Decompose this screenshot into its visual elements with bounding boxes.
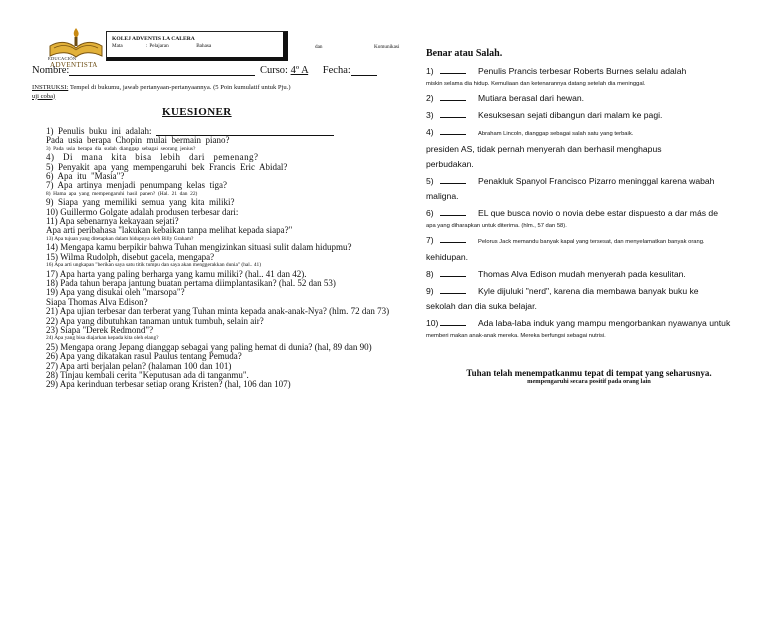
instructions [32,84,352,101]
subject-komunikasi: Komunikasi [374,44,400,50]
item-text: Mutiara berasal dari hewan. [478,93,585,103]
true-false-item [426,233,752,265]
answer-blank[interactable] [440,268,466,277]
question-text: 13) Apa tujuan yang ditetapkan dalam hidupnya oleh Billy Graham? [46,235,194,242]
answer-blank[interactable] [440,126,466,135]
answer-blank[interactable] [440,234,466,243]
true-false-item [426,267,752,282]
question-text: 25) Mengapa orang Jepang dianggap sebagai yang paling hemat di dunia? (hal, 89 dan 90) [46,341,372,352]
item-text-continued: memberi makan anak-anak mereka. Mereka berfungsi sebagai nutrisi. [426,333,606,339]
item-number: 9) [426,286,434,296]
student-info-line [32,65,377,76]
question-item [46,380,391,389]
item-text: Thomas Alva Edison mudah menyerah pada kesulitan. [478,269,686,279]
logo-line2: ADVENTISTA [50,61,98,69]
item-number: 5) [426,176,434,186]
true-false-item [426,64,752,89]
question-text: 8) Hama apa yang mempengaruhi hasil panen? (Hal. 21 dan 22) [46,190,198,197]
item-text: Penulis Prancis terbesar Roberts Burnes selalu adalah [478,66,687,76]
course-label: Curso: [259,65,288,76]
logo-line1: EDUCACIÓN [48,56,77,61]
school-name: KOLEJ ADVENTIS LA CALERA [112,36,195,42]
true-false-item [426,206,752,231]
question-text: 11) Apa sebenarnya kekayaan sejati? [46,216,179,227]
item-number: 7) [426,235,434,245]
item-text: Ada laba-laba induk yang mampu mengorbankan nyawanya untuk [478,318,731,328]
answer-blank[interactable] [440,285,466,294]
question-text: 27) Apa arti berjalan pelan? (halaman 100 dan 101) [46,360,232,371]
true-false-item [426,108,752,123]
true-false-item [426,174,752,204]
question-text: 10) Guillermo Golgate adalah produsen terbesar dari: [46,206,239,217]
item-text: Abraham Lincoln, dianggap sebagai salah satu yang terbaik. [478,131,634,137]
question-item [46,326,391,335]
true-false-item [426,91,752,106]
item-text-continued: kehidupan. [426,252,469,262]
answer-blank[interactable] [440,109,466,118]
course-value: 4º A [290,65,309,76]
footer-subtitle: mempengaruhi secara positif pada orang lain [527,378,651,385]
item-text-continued: miskin selama dia hidup. Kemuliaan dan ketenarannya datang setelah dia meninggal. [426,81,646,87]
item-text: Kyle dijuluki "nerd", karena dia membawa banyak buku ke [478,286,699,296]
question-text: 17) Apa harta yang paling berharga yang kamu miliki? (hal.. 41 dan 42). [46,268,307,279]
question-text: 3) Pada usia berapa dia sudah dianggap sebagai seorang jenius? [46,145,196,152]
question-text: Apa arti peribahasa "lakukan kebaikan tanpa melihat kepada siapa?" [46,225,293,236]
item-text: Pelorus Jack memandu banyak kapal yang tersesat, dan menyelamatkan banyak orang. [478,239,705,245]
question-item [46,253,391,262]
answer-blank[interactable] [440,92,466,101]
question-item [46,136,391,145]
subject-dan: dan [315,44,323,50]
question-text: 22) Apa yang dibutuhkan tanaman untuk tumbuh, selain air? [46,315,264,326]
item-text-continued: sekolah dan dia suka belajar. [426,301,537,311]
true-false-item [426,284,752,314]
item-text-continued: apa yang diharapkan untuk diterima. (hlm., 57 dan 58). [426,223,567,229]
question-text: 21) Apa ujian terbesar dan terberat yang Tuhan minta kepada anak-anak-Nya? (hlm. 72 dan 73) [46,306,390,317]
question-list [46,127,391,390]
question-text: 6) Apa itu "Masia"? [46,171,125,182]
quiz-title: KUESIONER [162,106,232,118]
question-text: 5) Penyakit apa yang mempengaruhi bek Francis Eric Abidal? [46,161,288,172]
instructions-lead: INSTRUKSI: [32,84,69,91]
name-label: Nombre: [32,65,70,76]
item-text-continued: perbudakan. [426,159,474,169]
answer-blank[interactable] [440,65,466,74]
question-text: 4) Di mana kita bisa lebih dari pemenang? [46,152,259,163]
item-number: 1) [426,66,434,76]
question-item [46,226,391,235]
item-text-continued: presiden AS, tidak pernah menyerah dan berhasil menghapus [426,144,662,154]
item-text: Kesuksesan sejati dibangun dari malam ke pagi. [478,110,663,120]
question-text: 9) Siapa yang memiliki semua yang kita miliki? [46,197,235,208]
item-number: 10) [426,318,439,328]
question-text: 18) Pada tahun berapa jantung buatan pertama diimplantasikan? (hal. 52 dan 53) [46,277,336,288]
question-text: 29) Apa kerinduan terbesar setiap orang Kristen? (hal, 106 dan 107) [46,379,291,390]
question-text: Pada usia berapa Chopin mulai bermain piano? [46,135,230,146]
question-text: 23) Siapa "Derek Redmond"? [46,324,154,335]
item-number: 8) [426,269,434,279]
item-number: 6) [426,208,434,218]
question-text: 19) Apa yang disukai oleh "marsopa"? [46,287,185,298]
true-false-item [426,125,752,172]
subject-line: Mata : Pelajaran Bahasa [112,43,212,49]
true-false-list [426,64,752,343]
question-text: 28) Tinjau kembali cerita "Keputusan ada di tanganmu". [46,369,249,380]
date-blank[interactable] [351,65,377,76]
item-text: Penakluk Spanyol Francisco Pizarro meninggal karena wabah [478,176,715,186]
answer-blank[interactable] [440,207,466,216]
item-text-continued: maligna. [426,191,459,201]
answer-blank[interactable] [440,175,466,184]
question-text: 15) Wilma Rudolph, disebut gacela, mengapa? [46,251,215,262]
date-label: Fecha: [322,65,351,76]
item-number: 4) [426,127,434,137]
true-false-item [426,316,752,341]
name-blank[interactable] [69,65,255,76]
question-text: 14) Mengapa kamu berpikir bahwa Tuhan mengizinkan situasi sulit dalam hidupmu? [46,242,352,253]
item-text: EL que busca novio o novia debe estar dispuesto a dar más de [478,208,718,218]
question-text: 7) Apa artinya menjadi penumpang kelas tiga? [46,180,227,191]
question-text: 26) Apa yang dikatakan rasul Paulus tentang Pemuda? [46,351,242,362]
footer-message: Tuhan telah menempatkanmu tepat di tempat yang seharusnya. [466,368,712,378]
question-text: 24) Apa yang bisa diajarkan kepada kita oleh elang? [46,335,159,342]
true-false-title: Benar atau Salah. [426,48,503,59]
question-text: 16) Apa arti ungkapan "berikan saya satu titik tumpu dan saya akan menggerakkan dunia" (hal.. 41) [46,262,262,269]
question-item [46,181,391,190]
question-text: Siapa Thomas Alva Edison? [46,296,148,307]
instructions-text: Tempel di bukumu, jawab pertanyaan-pertanyaannya. (5 Poin kumulatif untuk Pju.) [69,84,291,91]
instructions-text2: uji coba) [32,92,56,100]
item-number: 2) [426,93,434,103]
item-number: 3) [426,110,434,120]
answer-blank[interactable] [440,317,466,326]
question-text: 1) Penulis buku ini adalah: [46,126,152,136]
